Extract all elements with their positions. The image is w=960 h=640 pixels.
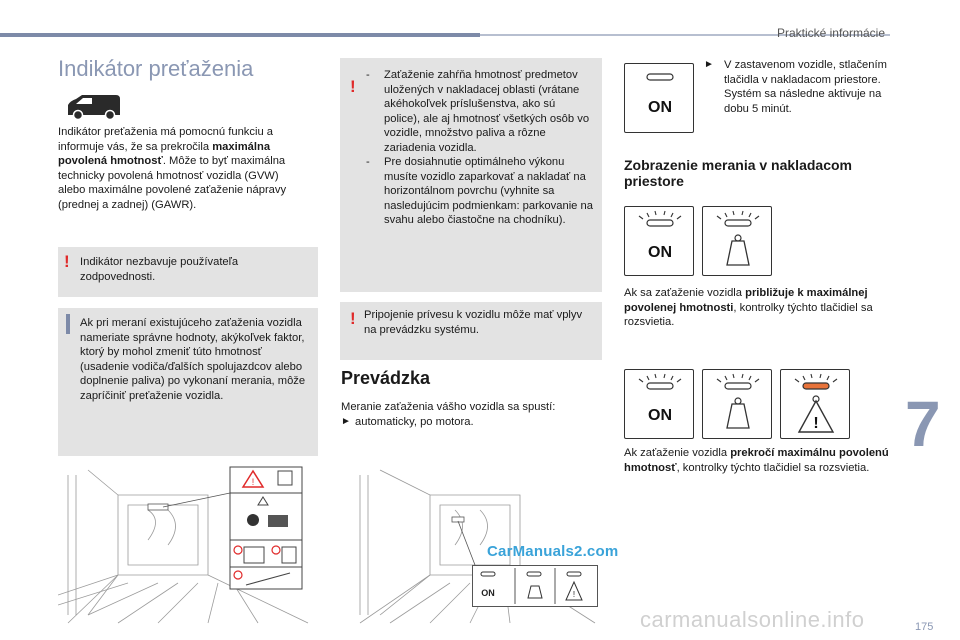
overload-warning-button-lit[interactable] (780, 369, 850, 439)
warning-note-trailer: ! Pripojenie prívesu k vozidlu môže mať vplyv na prevádzku systému. (340, 302, 602, 360)
warning-note: ! Indikátor nezbavuje používateľa zodpovednosti. (58, 247, 318, 297)
watermark: CarManuals2.com (487, 543, 619, 560)
operation-heading: Prevádzka (341, 368, 431, 388)
list-item: - Zaťaženie zahŕňa hmotnosť predmetov uložených v nakladacej oblasti (vrátane akéhokoľvek príslušenstva, ako sú police), ale aj hmotnosť všetkých osôb vo vozidle, množstvo paliva a rôzne zariadenia vozidla. (364, 68, 594, 155)
page-number: 175 (915, 621, 934, 633)
svg-text:ON: ON (648, 407, 672, 424)
exclamation-icon: ! (350, 77, 356, 96)
arrow-bullet-icon: ► (704, 59, 714, 70)
info-bar-icon (66, 314, 70, 334)
svg-text:ON: ON (481, 588, 495, 598)
small-button-panel (472, 565, 598, 607)
svg-text:!: ! (813, 415, 819, 432)
chapter-number: 7 (905, 388, 941, 460)
arrow-bullet-icon: ► (341, 415, 351, 427)
svg-text:ON: ON (648, 244, 672, 261)
svg-text:ON: ON (648, 99, 672, 116)
exceed-text: Ak zaťaženie vozidla prekročí maximálnu povolenú hmotnosť, kontrolky týchto tlačidiel sa rozsvietia. (624, 447, 889, 474)
approach-text: Ak sa zaťaženie vozidla približuje k maximálnej povolenej hmotnosti, kontrolky týchto tlačidiel sa rozsvietia. (624, 287, 873, 328)
van-icon (64, 93, 122, 126)
info-note: Ak pri meraní existujúceho zaťaženia vozidla nameriate správne hodnoty, akýkoľvek faktor, ktorý by mohol zmeniť túto hmotnosť (usadenie vodiča/ďalších spolujazdcov alebo doplnenie paliva) po vykonaní merania, môže zapríčiniť preťaženie vozidla. (58, 308, 318, 456)
svg-text:!: ! (572, 590, 576, 599)
on-button-lit[interactable] (624, 206, 694, 276)
on-button[interactable] (624, 63, 694, 133)
section-label: Praktické informácie (776, 26, 885, 40)
on-button-lit-exceed[interactable] (624, 369, 694, 439)
display-heading: Zobrazenie merania v nakladacom priestore (624, 157, 852, 189)
load-button-lit-exceed[interactable] (702, 369, 772, 439)
exclamation-icon: ! (64, 252, 70, 271)
page-title: Indikátor preťaženia (58, 56, 254, 81)
header-bar (0, 33, 480, 37)
cargo-area-illustration (58, 465, 318, 625)
exclamation-icon: ! (350, 309, 356, 328)
intro-paragraph: Indikátor preťaženia má pomocnú funkciu a informuje vás, že sa prekročila maximálna povolená hmotnosť. Môže to byť maximálna technicky povolená hmotnosť vozidla (GVW) alebo maximálne povolené zaťaženie nápravy (prednej a zadnej) (GAWR). (58, 126, 287, 211)
load-list (364, 68, 594, 228)
watermark-footer: carmanualsonline.info (640, 607, 865, 632)
operation-text: Meranie zaťaženia vášho vozidla sa spustí: ► automaticky, po motora. (341, 401, 556, 428)
warning-note-load (340, 58, 602, 292)
right-top-text: ► V zastavenom vozidle, stlačením tlačidla v nakladacom priestore. Systém sa následne aktivuje na dobu 5 minút. (704, 59, 887, 115)
svg-text:!: ! (251, 477, 255, 487)
list-item: - Pre dosiahnutie optimálneho výkonu musíte vozidlo zaparkovať a nakladať na horizontálnom povrchu (vyhnite sa nasledujúcim podmienkam: parkovanie na svahu alebo čiastočne na chodníku). (364, 155, 594, 228)
load-button-lit[interactable] (702, 206, 772, 276)
